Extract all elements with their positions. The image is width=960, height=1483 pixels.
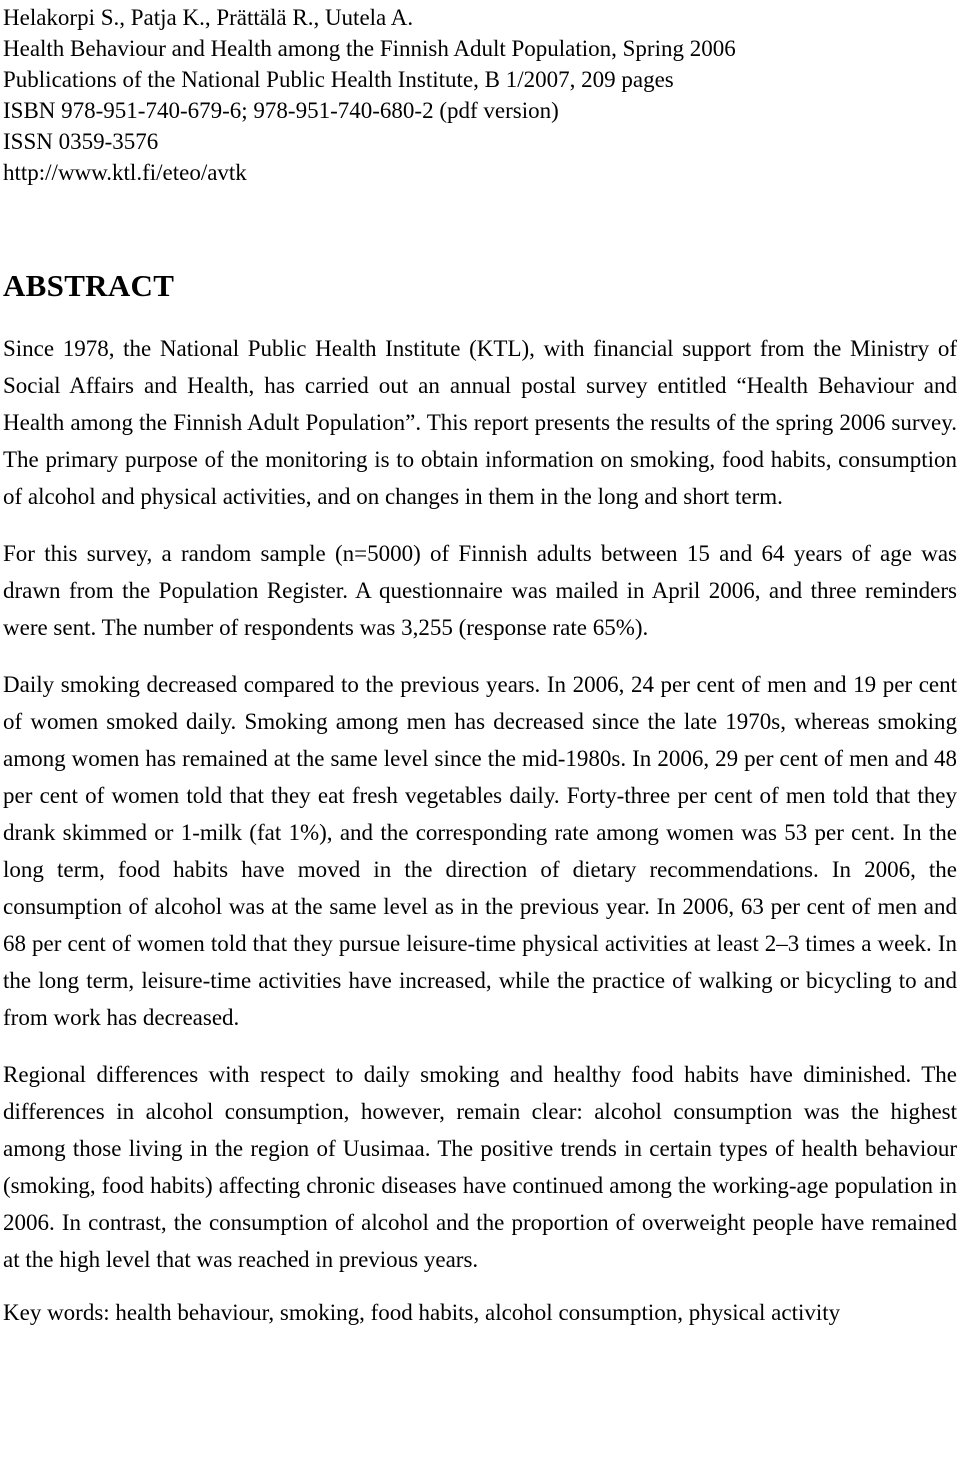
citation-authors: Helakorpi S., Patja K., Prättälä R., Uutela A. (3, 5, 414, 30)
citation-isbn: ISBN 978-951-740-679-6; 978-951-740-680-2 (pdf version) (3, 98, 559, 123)
abstract-paragraph-3: Daily smoking decreased compared to the previous years. In 2006, 24 per cent of men and 19 per cent of women smoked daily. Smoking among men has decreased since the late 1970s, whereas smoking among women has remained at the same level since the mid-1980s. In 2006, 29 per cent of men and 48 per cent of women told that they eat fresh vegetables daily. Forty-three per cent of men told that they drank skimmed or 1-milk (fat 1%), and the corresponding rate among women was 53 per cent. In the long term, food habits have moved in the direction of dietary recommendations. In 2006, the consumption of alcohol was at the same level as in the previous year. In 2006, 63 per cent of men and 68 per cent of women told that they pursue leisure-time physical activities at least 2–3 times a week. In the long term, leisure-time activities have increased, while the practice of walking or bicycling to and from work has decreased. (3, 672, 957, 1030)
citation-title: Health Behaviour and Health among the Finnish Adult Population, Spring 2006 (3, 36, 736, 61)
abstract-paragraph-2: For this survey, a random sample (n=5000) of Finnish adults between 15 and 64 years of age was drawn from the Population Register. A questionnaire was mailed in April 2006, and three reminders were sent. The number of respondents was 3,255 (response rate 65%). (3, 541, 957, 640)
citation-issn: ISSN 0359-3576 (3, 129, 159, 154)
abstract-body (3, 330, 957, 1278)
abstract-heading: ABSTRACT (3, 268, 175, 303)
citation-block (3, 0, 957, 188)
citation-url: http://www.ktl.fi/eteo/avtk (3, 160, 247, 185)
citation-publication: Publications of the National Public Health Institute, B 1/2007, 209 pages (3, 67, 674, 92)
keywords: Key words: health behaviour, smoking, food habits, alcohol consumption, physical activity (3, 1300, 841, 1325)
abstract-paragraph-1: Since 1978, the National Public Health Institute (KTL), with financial support from the Ministry of Social Affairs and Health, has carried out an annual postal survey entitled “Health Behaviour and Health among the Finnish Adult Population”. This report presents the results of the spring 2006 survey. The primary purpose of the monitoring is to obtain information on smoking, food habits, consumption of alcohol and physical activities, and on changes in them in the long and short term. (3, 336, 957, 509)
abstract-paragraph-4: Regional differences with respect to daily smoking and healthy food habits have diminished. The differences in alcohol consumption, however, remain clear: alcohol consumption was the highest among those living in the region of Uusimaa. The positive trends in certain types of health behaviour (smoking, food habits) affecting chronic diseases have continued among the working-age population in 2006. In contrast, the consumption of alcohol and the proportion of overweight people have remained at the high level that was reached in previous years. (3, 1062, 957, 1272)
